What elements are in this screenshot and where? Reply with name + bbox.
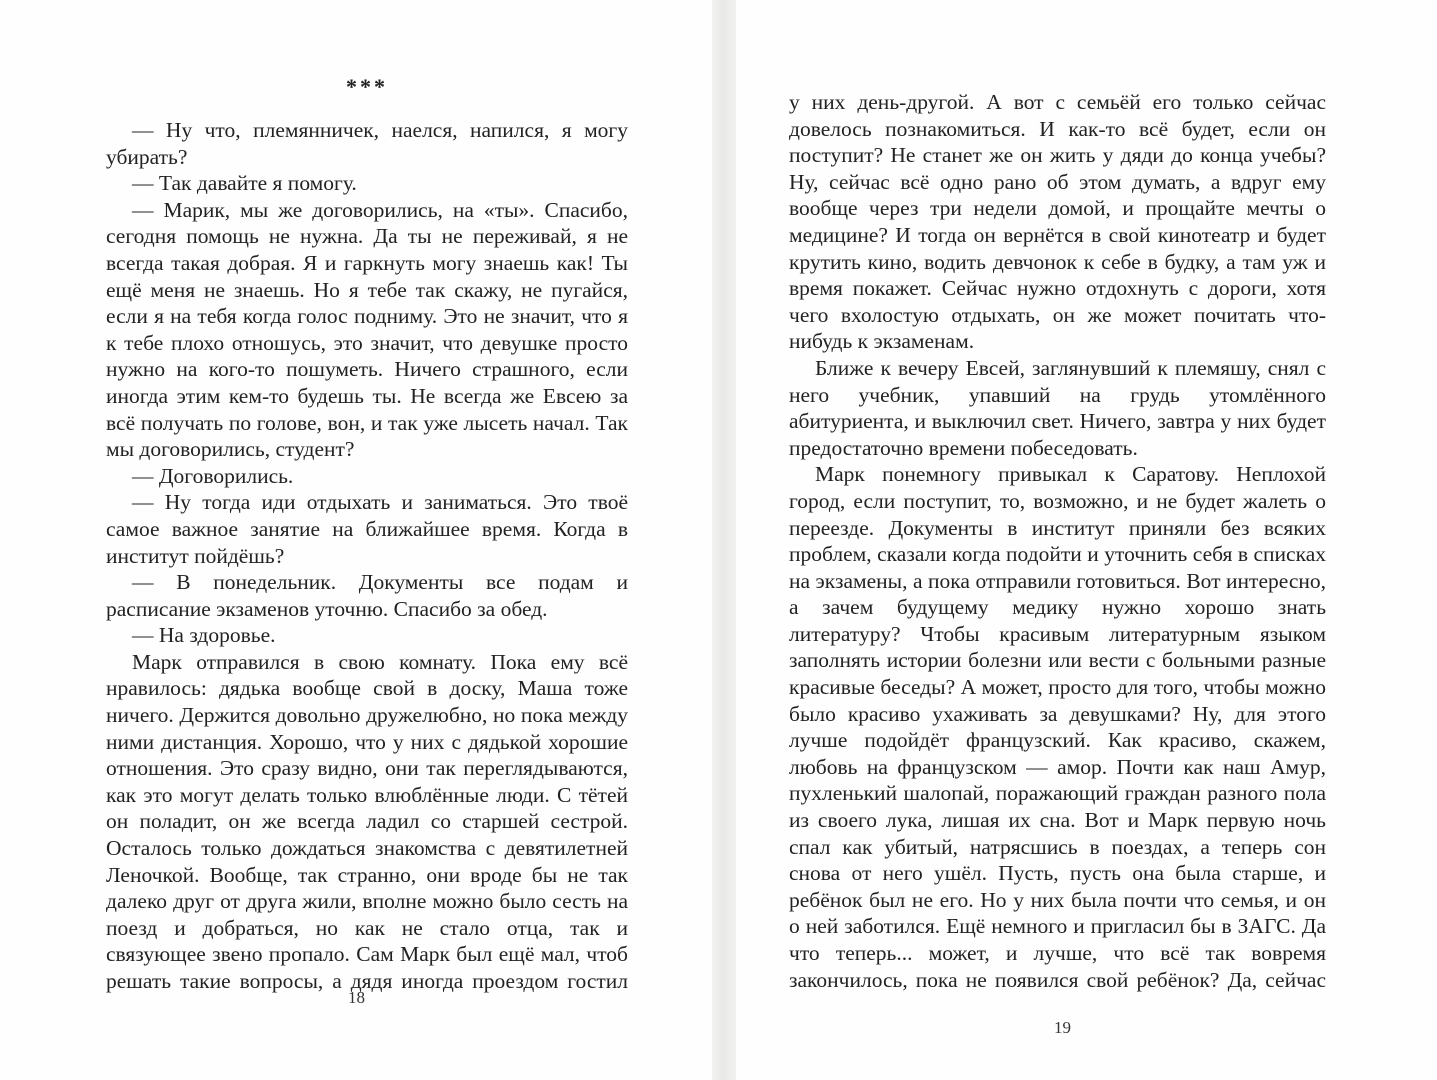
- paragraph: — Ну что, племянничек, наелся, напился, я могу убирать?: [106, 118, 628, 169]
- paragraph: Ближе к вечеру Евсей, заглянувший к племяшу, снял с него учебник, упавший на грудь утомлённого абитуриента, и выключил свет. Ничего, завтра у них будет предостаточно времени побеседовать.: [789, 355, 1326, 460]
- paragraph: Марк отправился в свою комнату. Пока ему всё нравилось: дядька вообще свой в доску, Маша тоже ничего. Держится довольно дружелюбно, но пока между ними дистанция. Хорошо, что у них с дядькой хорошие отношения. Это сразу видно, они так переглядываются, как это могут делать только влюблённые люди. С тётей он поладит, он же всегда ладил со старшей сестрой. Осталось только дождаться знакомства с девятилетней Леночкой. Вообще, так странно, они вроде бы не так далеко друг от друга жили, вполне можно было сесть на поезд и добраться, но как не стало отца, так и связующее звено пропало. Сам Марк был ещё мал, чтоб решать такие вопросы, а дядя иногда проездом гостил: [106, 649, 628, 993]
- page-number: 18: [348, 988, 365, 1007]
- paragraph: — Ну тогда иди отдыхать и заниматься. Это твоё самое важное занятие на ближайшее время. Когда в институт пойдёшь?: [106, 490, 628, 568]
- paragraph: — Марик, мы же договорились, на «ты». Спасибо, сегодня помощь не нужна. Да ты не переживай, я не всегда такая добрая. Я и гаркнуть могу знаешь как! Ты ещё меня не знаешь. Но я тебе так скажу, не пугайся, если я на тебя когда голос подниму. Это не значит, что я к тебе плохо отношусь, это значит, что девушке просто нужно на кого-то пошуметь. Ничего страшного, если иногда этим кем-то будешь ты. Не всегда же Евсею за всё получать по голове, вон, и так уже лысеть начал. Так мы договорились, студент?: [106, 197, 628, 462]
- paragraph-continuation: у них день-другой. А вот с семьёй его только сейчас довелось познакомиться. И как-то всё будет, если он поступит? Не станет же он жить у дяди до конца учебы? Ну, сейчас всё одно рано об этом думать, а вдруг ему вообще через три недели домой, и прощайте мечты о медицине? И тогда он вернётся в свой кинотеатр и будет крутить кино, водить девчонок к себе в будку, а там уж и время покажет. Сейчас нужно отдохнуть с дороги, хотя чего вхолостую отдыхать, он же может почитать что-нибудь к экзаменам.: [789, 90, 1326, 354]
- paragraph: Марк понемногу привыкал к Саратову. Неплохой город, если поступит, то, возможно, и не будет жалеть о переезде. Документы в институт приняли без всяких проблем, сказали когда подойти и уточнить себя в списках на экзамены, а пока отправили готовиться. Вот интересно, а зачем будущему медику нужно хорошо знать литературу? Чтобы красивым литературным языком заполнять истории болезни или вести с больными разные красивые беседы? А может, просто для того, чтобы можно было красиво ухаживать за девушками? Ну, для этого лучше подойдёт французский. Как красиво, скажем, любовь на французском — амор. Почти как наш Амур, пухленький шалопай, поражающий граждан разного пола из своего лука, лишая их сна. Вот и Марк первую ночь спал как убитый, натрясшись в поездах, а теперь сон снова от него ушёл. Пусть, пусть она была старше, и ребёнок был не его. Но у них была почти что семья, и он о ней заботился. Ещё немного и пригласил бы в ЗАГС. Да что теперь... может, и лучше, что всё так вовремя закончилось, пока не появился свой ребёнок? Да, сейчас: [789, 462, 1326, 992]
- book-gutter: [712, 0, 736, 1080]
- paragraph: — В понедельник. Документы все подам и расписание экзаменов уточню. Спасибо за обед.: [106, 570, 628, 621]
- right-page-text: [789, 89, 1326, 993]
- right-page: [736, 0, 1437, 1080]
- section-separator: ***: [346, 74, 388, 99]
- paragraph: — На здоровье.: [132, 623, 276, 648]
- page-number: 19: [1054, 1018, 1071, 1037]
- paragraph: — Договорились.: [132, 463, 294, 488]
- paragraph: — Так давайте я помогу.: [132, 171, 357, 196]
- left-page-text: [106, 117, 628, 995]
- left-page: [0, 0, 712, 1080]
